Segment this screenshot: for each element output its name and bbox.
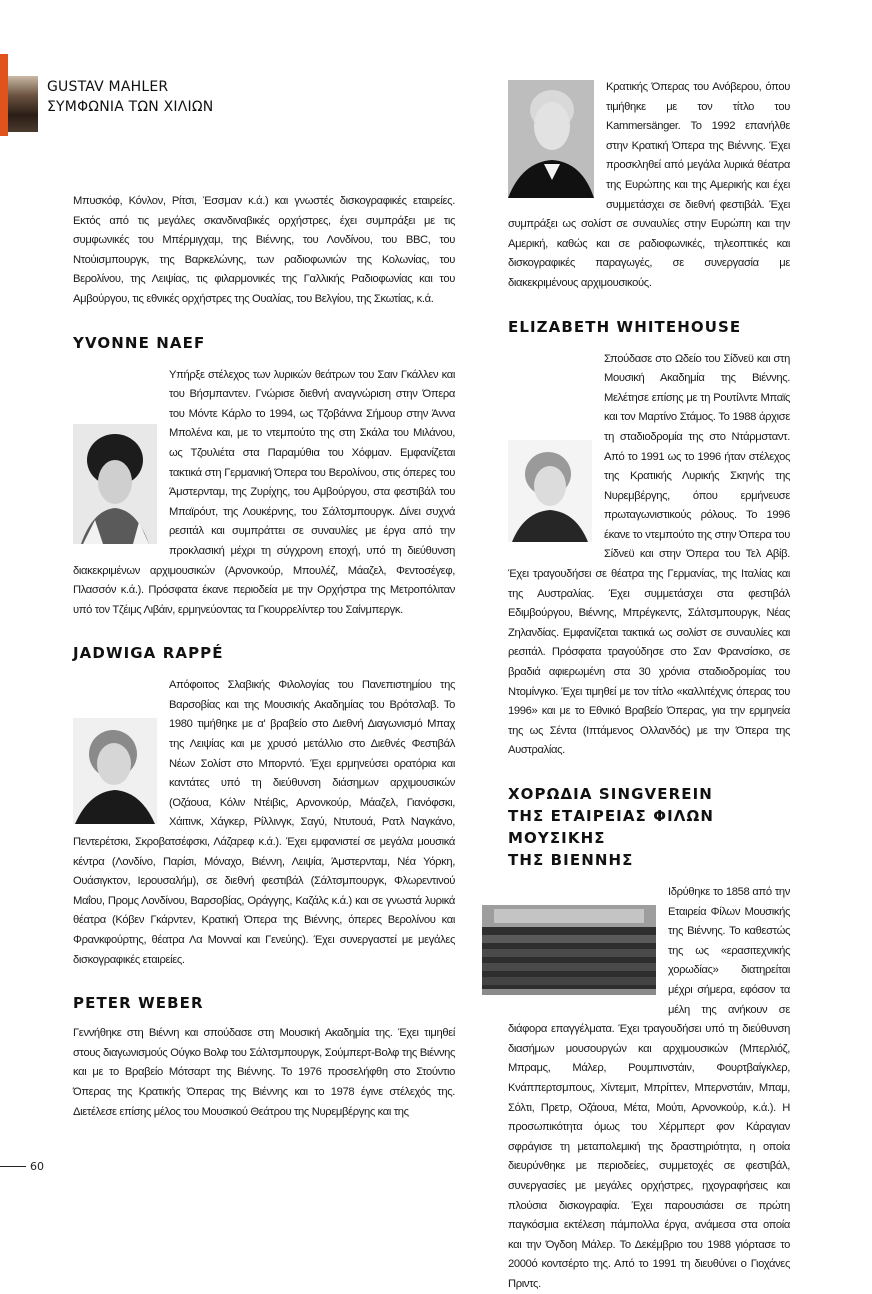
weber-bio-continued: Κρατικής Όπερας του Ανόβερου, όπου τιμήθηκε με τον τίτλο του Kammersänger. Το 1992 επανήλθε στην Κρατική Όπερα της Βιέννης. Έχει προσκληθεί από μεγάλα λυρικά θέατρα της Ευρώπης και της Αμερικής και έχει συμμετάσχει σε διεθνή φεστιβάλ. Έχει συμπράξει ως σολίστ σε συναυλίες στην Ευρώπη και την Αμερική, καθώς και σε ραδιοφωνικές, τηλεοπτικές και δισκογραφικές παραγωγές, σε συνεργασία με διακεκριμένους αρχιμουσικούς. [508, 81, 790, 289]
singverein-heading [508, 783, 790, 871]
whitehouse-portrait-photo [508, 440, 592, 542]
naef-section [73, 366, 455, 621]
page-number-rule [0, 1166, 26, 1167]
singverein-bio: Ιδρύθηκε το 1858 από την Εταιρεία Φίλων Μουσικής της Βιέννης. Το καθεστώς της ως «ερασιτεχνικής χορωδίας» διατηρείται μέχρι σήμερα, εφόσον τα μέλη της ανήκουν σε διάφορα επαγγέλματα. Έχει τραγουδήσει υπό τη διεύθυνση διασήμων μουσουργών και αρχιμουσικών (Μπερλιόζ, Μπραμς, Μάλερ, Ρουμπινστάιν, Φουρτβαίγκλερ, Κνάππερτσμπους, Χίντεμιτ, Μπρίττεν, Μπερνστάιν, Μπαμ, Σόλτι, Πρετρ, Οζάουα, Μέτα, Μούτι, Αρνονκούρ, κ.ά.). Η προσωπικότητα όμως του Χέρμπερτ φον Κάραγιαν σφράγισε τη μεταπολεμική της δραστηριότητα, η οποία διευρύνθηκε με περιοδείες, συμμετοχές σε φεστιβάλ, συνεργασίες με μεγάλες ορχήστρες, ηχογραφήσεις και πλούσια δισκογραφία. Έχει παρουσιάσει σε πρώτη παγκόσμια εκτέλεση πάμπολλα έργα, ανάμεσα στα οποία και την Όγδοη Μάλερ. Το Δεκέμβριο του 1988 γιόρτασε το 2000ό κοντσέρτο της. Από το 1991 τη διευθύνει ο Γιοχάνες Πριντς. [508, 886, 790, 1290]
left-column [73, 192, 455, 1122]
mahler-thumbnail-photo [8, 76, 38, 132]
naef-bio: Υπήρξε στέλεχος των λυρικών θεάτρων του Σαιν Γκάλλεν και του Βήσμπαντεν. Γνώρισε διεθνή αναγνώριση στην Όπερα του Μόντε Κάρλο το 1994, ως Τζοβάννα Σήμουρ στην Άννα Μπολένα και, με το ντεμπούτο της στη Σκάλα του Μιλάνου, ως Τζουλιέτα στα Παραμύθια του Χόφμαν. Εμφανίζεται τακτικά στη Γερμανική Όπερα του Βερολίνου, στις όπερες του Άμστερνταμ, της Ζυρίχης, του Αμβούργου, στα φεστιβάλ του Μπαϊρόυτ, της Λουκέρνης, του Σάλτσμπουργκ. Δίνει συχνά ρεσιτάλ και συμπράττει σε συναυλίες με έργα από την προκλασική μέχρι τη σύγχρονη εποχή, υπό τη διεύθυνση διακεκριμένων αρχιμουσικών (Αρνονκούρ, Μπουλέζ, Μάαζελ, Φεντοσέγεφ, Πλασσόν κ.ά.). Πρόσφατα έκανε περιοδεία με την Ορχήστρα της Μετροπόλιταν υπό τον Τζέιμς Λιβάιν, ερμηνεύοντας τα Γκουρρελίντερ του Σαίνμπεργκ. [73, 368, 455, 616]
whitehouse-section [508, 350, 790, 761]
rappe-bio: Απόφοιτος Σλαβικής Φιλολογίας του Πανεπιστημίου της Βαρσοβίας και της Μουσικής Ακαδημίας του Βρότσλαβ. Το 1980 τιμήθηκε με α' βραβείο στο Διεθνή Διαγωνισμό Μπαχ της Λειψίας και με χρυσό μετάλλιο στο Διεθνές Φεστιβάλ Νέων Σολίστ στο Μπορντό. Έχει ερμηνεύσει ορατόρια και καντάτες υπό τη διεύθυνση διάσημων αρχιμουσικών (Οζάουα, Κόλιν Ντέιβις, Αρνονκούρ, Μάαζελ, Γιανόφσκι, Χάιτινκ, Χάγκερ, Ρίλλινγκ, Σαγύ, Ντυτουά, Ρατλ Ναγκάνο, Πεντερέτσκι, Σκροβατσέφσκι, Λάζαρεφ κ.ά.). Έχει εμφανιστεί σε μεγάλα μουσικά κέντρα (Λονδίνο, Παρίσι, Μόναχο, Βιέννη, Λειψία, Άμστερνταμ, Νέα Υόρκη, Ουάσιγκτον, Ιερουσαλήμ), σε διεθνή φεστιβάλ (Σάλτσμπουργκ, Φλωρεντινού Μαΐου, Προμς Λονδίνου, Βαρσοβίας, Οράγγης, Καζάλς κ.ά.) και σε γνωστά λυρικά θέατρα (Κόβεν Γκάρντεν, Κρατική Όπερα της Βιέννης, όπερες Βερολίνου και Φρανκφούρτης, θέατρα Λα Μονναί και Γενεύης). Έχει συνεργαστεί με μεγάλες δισκογραφικές εταιρείες. [73, 679, 455, 966]
weber-bio: Γεννήθηκε στη Βιέννη και σπούδασε στη Μουσική Ακαδημία της. Έχει τιμηθεί στους διαγωνισμούς Ούγκο Βολφ του Σάλτσμπουργκ, Σούμπερτ-Βολφ της Βιέννης και με το Βραβείο Μότσαρτ της Βιέννης. Το 1976 προσελήφθη στο Στούντιο Όπερας της Κρατικής Όπερας της Βιέννης και το 1978 έγινε στέλεχός της. Διετέλεσε επίσης μέλος του Μουσικού Θεάτρου της Νυρεμβέργης και της [73, 1027, 455, 1118]
whitehouse-heading: ELIZABETH WHITEHOUSE [508, 317, 742, 336]
header-work: ΣΥΜΦΩΝΙΑ ΤΩΝ ΧΙΛΙΩΝ [47, 99, 214, 115]
rappe-heading: JADWIGA RAPPÉ [73, 644, 224, 663]
rappe-section [73, 676, 455, 970]
running-header [47, 77, 213, 117]
whitehouse-bio: Σπούδασε στο Ωδείο του Σίδνεϋ και στη Μουσική Ακαδημία της Βιέννης. Μελέτησε επίσης με τη Ρουτίλντε Μπαϊς και τον Μαρτίνο Στάμος. Το 1988 άρχισε τη σταδιοδρομία της στο Ντάρμσταντ. Από το 1991 ως το 1996 ήταν στέλεχος της Κρατικής Λυρικής Σκηνής της Νυρεμβέργης, όπου ερμήνευσε πρωταγωνιστικούς ρόλους. Το 1996 έκανε το ντεμπούτο της στην Όπερα του Σίδνεϋ και στην Όπερα του Τελ Αβίβ. Έχει τραγουδήσει σε θέατρα της Γερμανίας, της Ιταλίας και της Αυστραλίας. Έχει συμμετάσχει στα φεστιβάλ Εδιμβούργου, Βιέννης, Μπρέγκεντς, Σάλτσμπουργκ, Νέας Ζηλανδίας. Εμφανίζεται τακτικά ως σολίστ σε συναυλίες και ρεσιτάλ. Πρόσφατα τραγούδησε στο Σαν Φρανσίσκο, σε βραδιά αφιερωμένη στα 30 χρόνια σταδιοδρομίας του Ντομίνγκο. Έχει τιμηθεί με τον τίτλο «καλλιτέχνις όπερας του 1996» και με το Εθνικό Βραβείο Όπερας, για την ερμηνεία της ως Σέντα (Ιπτάμενος Ολλανδός) με την Όπερα της Αυστραλίας. [508, 352, 790, 757]
singverein-heading-line1: ΧΟΡΩΔΙΑ SINGVEREIN [508, 785, 713, 803]
rappe-portrait-photo [73, 718, 157, 824]
singverein-heading-line3: ΤΗΣ ΒΙΕΝΝΗΣ [508, 851, 634, 869]
singverein-heading-line2: ΤΗΣ ΕΤΑΙΡΕΙΑΣ ΦΙΛΩΝ ΜΟΥΣΙΚΗΣ [508, 807, 714, 847]
weber-heading: PETER WEBER [73, 994, 204, 1013]
choir-group-photo [482, 905, 656, 995]
intro-paragraph: Μπυσκόφ, Κόνλον, Ρίτσι, Έσσμαν κ.ά.) και γνωστές δισκογραφικές εταιρείες. Εκτός από τις μεγάλες σκανδιναβικές ορχήστρες, έχει συμπράξει με τις συμφωνικές του Μπέρμιγχαμ, της Βιέννης, του Λονδίνου, του BBC, του Ντούισμπουργκ, της Βαρκελώνης, των ραδιοφωνιών της Κολωνίας, του Βερολίνου, της Λειψίας, τις φιλαρμονικές της Γαλλικής Ραδιοφωνίας και του Αμβούργου, τις εθνικές ορχήστρες της Ουαλίας, του Βελγίου, της Σκωτίας, κ.ά. [73, 195, 455, 305]
section-tab [0, 54, 8, 136]
page-number [0, 1160, 44, 1173]
right-column [508, 78, 790, 1294]
singverein-section [508, 883, 790, 1294]
naef-portrait-photo [73, 424, 157, 544]
page-number-text: 60 [30, 1160, 44, 1173]
weber-portrait-photo [508, 80, 594, 198]
weber-continued-section [508, 78, 790, 294]
naef-heading: YVONNE NAEF [73, 333, 206, 352]
header-composer: GUSTAV MAHLER [47, 79, 169, 95]
